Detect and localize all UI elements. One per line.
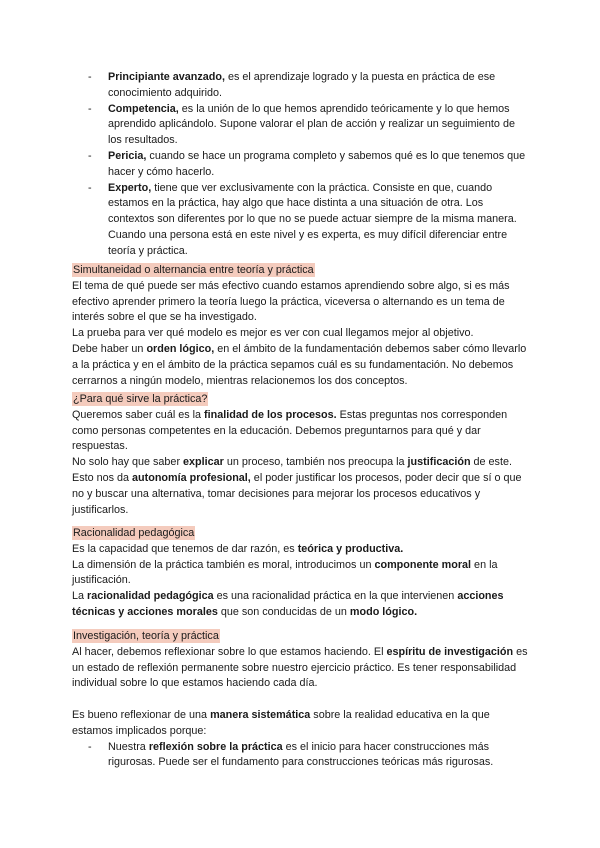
- bold-text: modo lógico.: [349, 605, 418, 618]
- section-simultaneidad: [72, 263, 530, 389]
- paragraph: [72, 408, 530, 455]
- bullet-dash: -: [88, 149, 92, 162]
- bold-text: componente moral: [374, 558, 472, 571]
- section-para-que-sirve: [72, 392, 530, 518]
- text: es una racionalidad práctica en la que intervienen: [213, 590, 458, 603]
- term: Experto,: [108, 181, 152, 194]
- section-heading: Investigación, teoría y práctica: [73, 630, 219, 642]
- bullet-dash: -: [88, 740, 92, 753]
- text: sobre la realidad educativa en la que estamos implicados porque:: [72, 708, 490, 737]
- paragraph: [72, 708, 530, 740]
- list-item: [88, 181, 528, 260]
- text: un proceso, también nos preocupa la: [223, 456, 408, 469]
- paragraph: [72, 455, 530, 518]
- text: de este. Esto nos da: [72, 456, 512, 484]
- term: Competencia,: [108, 102, 179, 115]
- list-item: [88, 149, 528, 181]
- bullet-dash: -: [88, 71, 92, 83]
- bold-text: finalidad de los procesos.: [204, 408, 337, 421]
- section-heading: Racionalidad pedagógica: [73, 527, 195, 539]
- bold-text: justificación: [407, 456, 471, 469]
- text: No solo hay que saber: [72, 456, 184, 469]
- paragraph: [72, 342, 530, 389]
- section-racionalidad: [72, 526, 530, 621]
- bold-text: orden lógico,: [146, 342, 215, 355]
- text: La: [72, 590, 88, 603]
- paragraph: [72, 558, 530, 590]
- definition: es el aprendizaje logrado y la puesta en práctica de ese conocimiento adquirido.: [108, 71, 496, 99]
- term: Pericia,: [108, 149, 147, 162]
- definition: es la unión de lo que hemos aprendido teóricamente y lo que hemos aprendido aplicándolo. Supone valorar el plan de acción y realizar un seguimiento de los resultados.: [108, 102, 515, 147]
- top-bullet-list: [88, 70, 528, 260]
- section-heading: Simultaneidad o alternancia entre teoría y práctica: [73, 264, 314, 276]
- list-item: [88, 740, 528, 772]
- blank-line: [72, 692, 530, 708]
- bold-text: reflexión sobre la práctica: [148, 740, 283, 753]
- definition: tiene que ver exclusivamente con la práctica. Consiste en que, cuando estamos en la práctica, hay algo que hace distinta a una situación de otra. Los contextos son diferentes por lo que no se puede actuar siempre de la misma manera. Cuando una persona está en este nivel y es experta, es muy difícil diferenciar entre teoría y práctica.: [108, 181, 517, 257]
- list-item: [88, 102, 528, 149]
- bold-text: acciones técnicas y acciones morales: [72, 590, 504, 618]
- text: Queremos saber cuál es la: [72, 408, 205, 421]
- paragraph: [72, 589, 530, 621]
- bold-text: espíritu de investigación: [386, 645, 514, 658]
- section-investigacion: [72, 629, 530, 771]
- definition: cuando se hace un programa completo y sabemos qué es lo que tenemos que hacer y cómo hacerlo.: [108, 149, 526, 178]
- text: Estas preguntas nos corresponden como personas competentes en la educación. Debemos preguntarnos para qué y dar respuestas.: [72, 408, 508, 453]
- bullet-dash: -: [88, 102, 92, 115]
- text: La dimensión de la práctica también es moral, introducimos un: [72, 558, 375, 571]
- paragraph: El tema de qué puede ser más efectivo cuando estamos aprendiendo sobre algo, si es más efectivo aprender primero la teoría luego la práctica, viceversa o alternando es un tema de interés sobre el que se ha investigado.: [72, 279, 510, 324]
- text: Nuestra: [108, 740, 149, 753]
- section-heading: ¿Para qué sirve la práctica?: [73, 393, 208, 405]
- bold-text: explicar: [183, 456, 224, 469]
- bullet-dash: -: [88, 181, 92, 194]
- bold-text: manera sistemática: [210, 708, 311, 721]
- bold-text: racionalidad pedagógica: [87, 590, 214, 603]
- text: Al hacer, debemos reflexionar sobre lo que estamos haciendo. El: [72, 645, 387, 658]
- text: en la justificación.: [72, 558, 498, 587]
- text: es un estado de reflexión permanente sobre nuestro ejercicio práctico. Es tener responsabilidad individual sobre lo que estamos haciendo cada día.: [72, 645, 528, 690]
- paragraph: [72, 542, 530, 558]
- text: Es bueno reflexionar de una: [72, 708, 211, 721]
- list-item: [88, 70, 528, 102]
- text: Es la capacidad que tenemos de dar razón, es: [72, 542, 298, 555]
- paragraph: [72, 645, 530, 692]
- text: Debe haber un: [72, 342, 147, 355]
- bold-text: teórica y productiva.: [297, 542, 404, 555]
- text: que son conducidas de un: [217, 605, 350, 618]
- text: es el inicio para hacer construcciones más rigurosas. Puede ser el fundamento para construcciones teóricas más rigurosas.: [108, 740, 494, 769]
- paragraph: La prueba para ver qué modelo es mejor es ver con cual llegamos mejor al objetivo.: [72, 327, 474, 340]
- text: en el ámbito de la fundamentación debemos saber cómo llevarlo a la práctica y en el ámbito de la práctica sepamos cuál es su fundamentación. No debemos cerrarnos a ningún modelo, mientras relacionemos los dos conceptos.: [72, 342, 527, 387]
- bold-text: autonomía profesional,: [132, 471, 251, 484]
- term: Principiante avanzado,: [108, 71, 225, 83]
- text: el poder justificar los procesos, poder decir que sí o que no y buscar una alternativa, tomar decisiones para mejorar los procesos educativos y justificarlos.: [72, 471, 522, 516]
